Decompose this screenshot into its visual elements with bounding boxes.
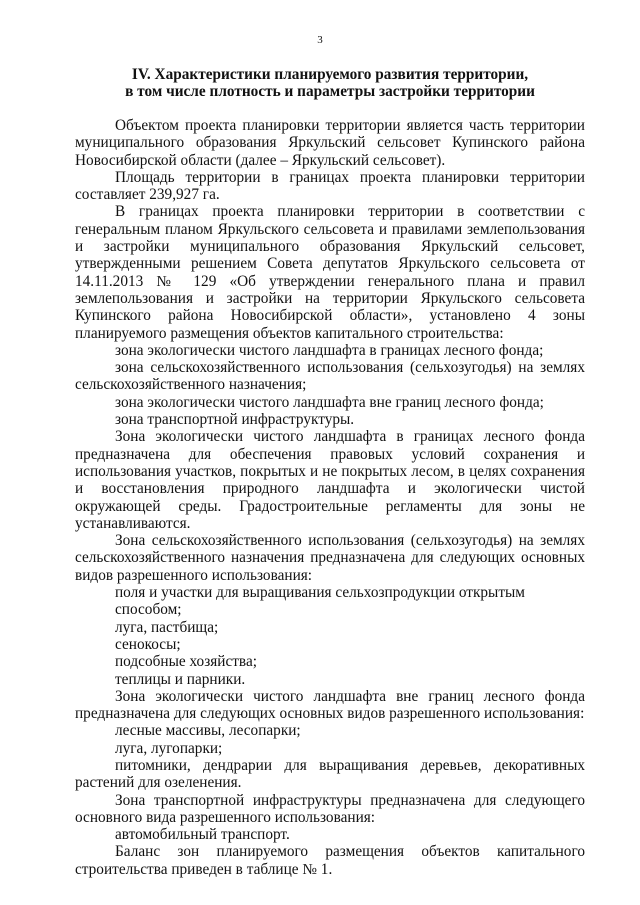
list-item: зона экологически чистого ландшафта в границах лесного фонда;	[115, 341, 544, 359]
paragraph: Площадь территории в границах проекта планировки территории составляет 239,927 га.	[75, 168, 585, 204]
list-item: лесные массивы, лесопарки;	[115, 722, 301, 740]
paragraph: Объектом проекта планировки территории является часть территории муниципального образования Яркульский сельсовет Купинского района Новосибирской области (далее – Яркульский сельсовет).	[75, 117, 585, 169]
list-item: зона сельскохозяйственного использования (сельхозугодья) на землях сельскохозяйственного назначения;	[75, 359, 585, 394]
paragraph: Зона экологически чистого ландшафта вне границ лесного фонда предназначена для следующих основных видов разрешенного использования:	[75, 687, 585, 723]
list-item: зона транспортной инфраструктуры.	[115, 411, 355, 429]
body-text	[75, 117, 585, 878]
paragraph: Зона транспортной инфраструктуры предназначена для следующего основного вида разрешенного использования:	[75, 791, 585, 826]
list-item: подсобные хозяйства;	[115, 653, 257, 671]
list-item: поля и участки для выращивания сельхозпродукции открытым способом;	[115, 584, 525, 619]
section-heading-line-1: IV. Характеристики планируемого развития территории,	[131, 66, 529, 83]
paragraph: Баланс зон планируемого размещения объектов капитального строительства приведен в таблице № 1.	[75, 843, 585, 878]
section-heading-line-2: в том числе плотность и параметры застройки территории	[125, 83, 535, 100]
list-item: луга, лугопарки;	[115, 739, 223, 757]
list-item: теплицы и парники.	[115, 670, 246, 688]
paragraph: Зона экологически чистого ландшафта в границах лесного фонда предназначена для обеспечения правовых условий сохранения и использования участков, покрытых и не покрытых лесом, в целях сохранения и восстановления природного ландшафта и экологически чистой окружающей среды. Градостроительные регламенты для зоны не устанавливаются.	[75, 428, 585, 532]
paragraph: В границах проекта планировки территории в соответствии с генеральным планом Яркульского сельсовета и правилами землепользования и застройки муниципального образования Яркульский сельсовет, утвержденными решением Совета депутатов Яркульского сельсовета от 14.11.2013 № 129 «Об утверждении генерального плана и правил землепользования и застройки на территории Яркульского сельсовета Купинского района Новосибирской области», установлено 4 зоны планируемого размещения объектов капитального строительства:	[75, 203, 585, 342]
page-number: 3	[317, 34, 323, 46]
list-item: питомники, дендрарии для выращивания деревьев, декоративных растений для озеленения.	[75, 756, 585, 792]
paragraph: Зона сельскохозяйственного использования (сельхозугодья) на землях сельскохозяйственного назначения предназначена для следующих основных видов разрешенного использования:	[75, 532, 585, 584]
section-heading	[75, 66, 585, 100]
list-item: луга, пастбища;	[115, 618, 219, 636]
list-item: зона экологически чистого ландшафта вне границ лесного фонда;	[115, 393, 544, 411]
list-item: автомобильный транспорт.	[115, 826, 290, 844]
list-item: сенокосы;	[115, 635, 181, 653]
